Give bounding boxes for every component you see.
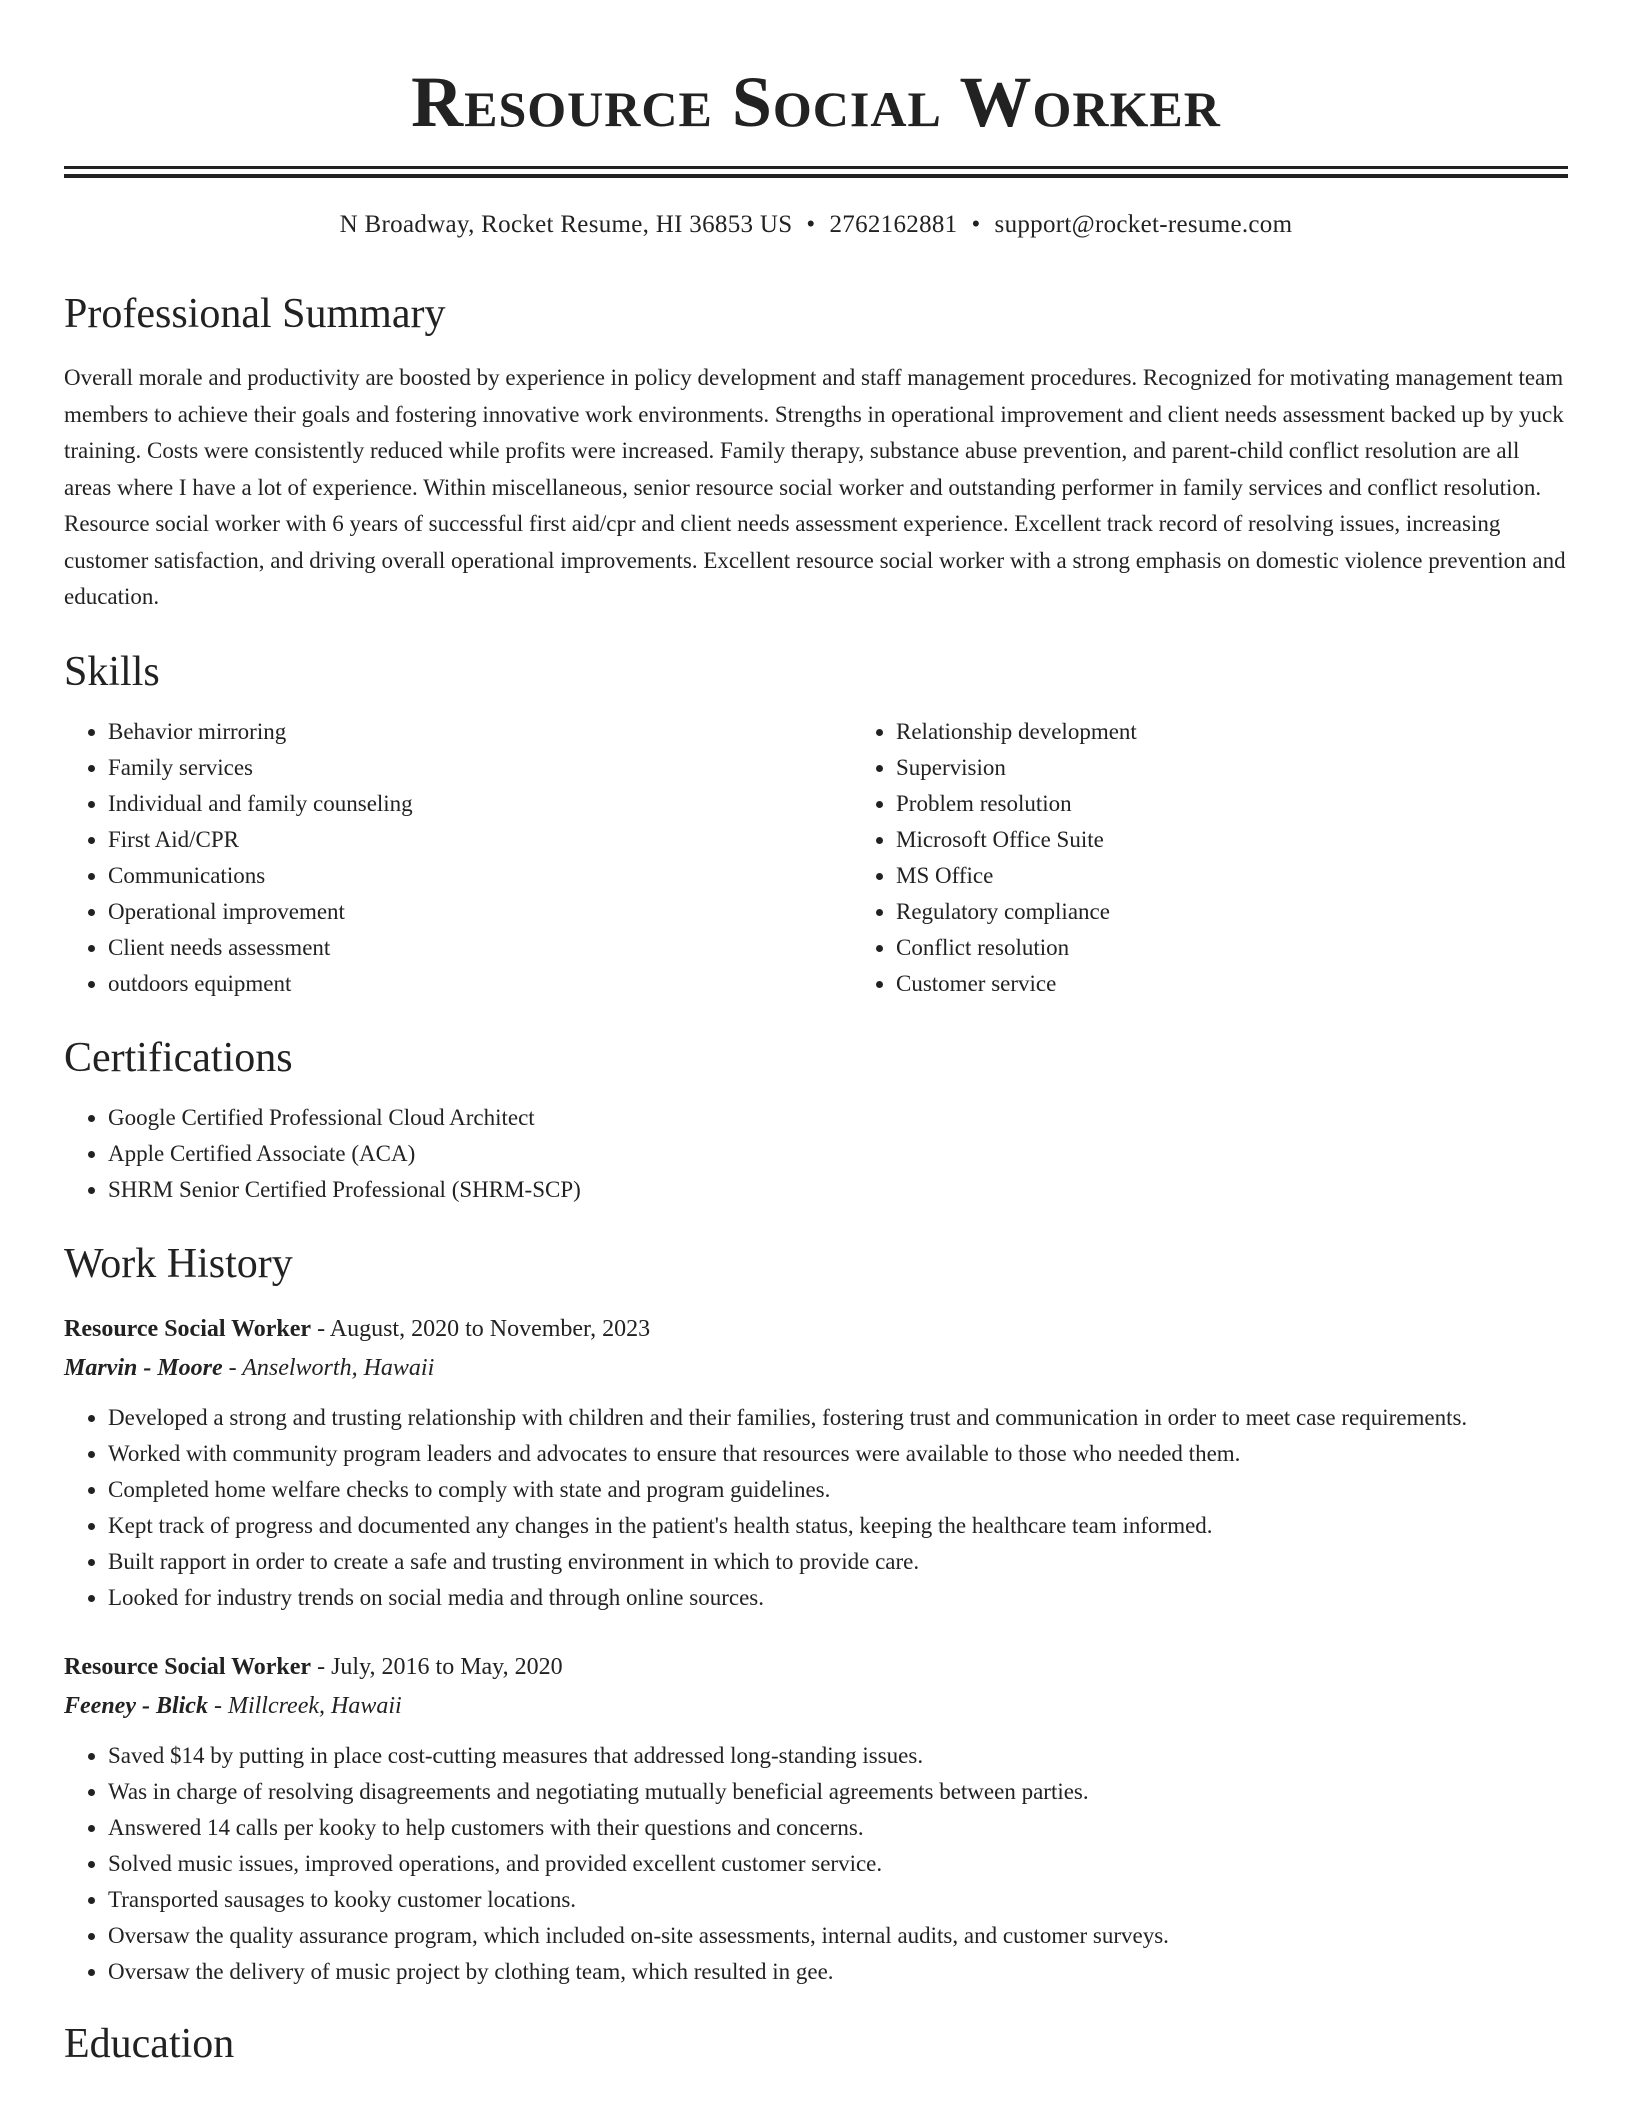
contact-email: support@rocket-resume.com xyxy=(994,211,1293,238)
skills-column-right xyxy=(806,714,1594,1002)
job-bullet: • Oversaw the quality assurance program, which included on-site assessments, internal audits, and customer surveys. xyxy=(108,1918,1568,1954)
skill-item: • Problem resolution xyxy=(896,786,1594,822)
job-company: Feeney - Blick xyxy=(64,1692,208,1719)
job-bullet: • Solved music issues, improved operations, and provided excellent customer service. xyxy=(108,1846,1568,1882)
contact-phone: 2762162881 xyxy=(829,211,958,238)
job-bullet: • Kept track of progress and documented any changes in the patient's health status, keeping the healthcare team informed. xyxy=(108,1508,1568,1544)
skill-item: • Customer service xyxy=(896,966,1594,1002)
job-dates: - August, 2020 to November, 2023 xyxy=(311,1315,651,1342)
job-company-line xyxy=(64,1349,1568,1388)
section-heading-education: Education xyxy=(64,2020,235,2067)
skill-item: • Regulatory compliance xyxy=(896,894,1594,930)
job-bullet: • Looked for industry trends on social media and through online sources. xyxy=(108,1580,1568,1616)
job-bullet: • Completed home welfare checks to comply with state and program guidelines. xyxy=(108,1472,1568,1508)
skill-item: • Family services xyxy=(108,750,806,786)
job-title-line xyxy=(64,1310,1568,1349)
job-location: - Anselworth, Hawaii xyxy=(222,1354,435,1381)
skill-item: • Client needs assessment xyxy=(108,930,806,966)
skill-item: • Individual and family counseling xyxy=(108,786,806,822)
skill-item: • Relationship development xyxy=(896,714,1594,750)
job-bullet: • Developed a strong and trusting relationship with children and their families, fostering trust and communication in order to meet case requirements. xyxy=(108,1400,1568,1436)
section-heading-summary: Professional Summary xyxy=(64,291,446,337)
job-bullet: • Built rapport in order to create a safe and trusting environment in which to provide care. xyxy=(108,1544,1568,1580)
header-double-rule xyxy=(64,166,1568,178)
skills-list xyxy=(64,714,1568,1002)
skill-item: • Microsoft Office Suite xyxy=(896,822,1594,858)
contact-line xyxy=(64,208,1568,242)
skill-item: • Operational improvement xyxy=(108,894,806,930)
job-location: - Millcreek, Hawaii xyxy=(207,1692,402,1719)
skill-item: • Behavior mirroring xyxy=(108,714,806,750)
certification-item: • Google Certified Professional Cloud Architect xyxy=(108,1100,1568,1136)
job-entry xyxy=(64,1310,1568,1616)
skill-item: • MS Office xyxy=(896,858,1594,894)
certification-item: • SHRM Senior Certified Professional (SHRM-SCP) xyxy=(108,1172,1568,1208)
job-bullet: • Was in charge of resolving disagreements and negotiating mutually beneficial agreements between parties. xyxy=(108,1774,1568,1810)
job-title: Resource Social Worker xyxy=(64,1653,312,1680)
job-bullet: • Saved $14 by putting in place cost-cutting measures that addressed long-standing issues. xyxy=(108,1738,1568,1774)
job-bullet: • Worked with community program leaders and advocates to ensure that resources were available to those who needed them. xyxy=(108,1436,1568,1472)
skill-item: • Communications xyxy=(108,858,806,894)
job-bullet: • Answered 14 calls per kooky to help customers with their questions and concerns. xyxy=(108,1810,1568,1846)
skills-column-left xyxy=(64,714,806,1002)
skill-item: • outdoors equipment xyxy=(108,966,806,1002)
contact-address: N Broadway, Rocket Resume, HI 36853 US xyxy=(339,211,793,238)
resume-name: Resource Social Worker xyxy=(411,62,1221,142)
resume-page xyxy=(64,0,1568,2070)
contact-separator: • xyxy=(806,211,816,238)
skill-item: • Conflict resolution xyxy=(896,930,1594,966)
job-dates: - July, 2016 to May, 2020 xyxy=(311,1653,563,1680)
section-heading-work-history: Work History xyxy=(64,1240,293,1287)
job-bullets xyxy=(64,1400,1568,1616)
job-bullet: • Oversaw the delivery of music project by clothing team, which resulted in gee. xyxy=(108,1954,1568,1990)
job-company-line xyxy=(64,1687,1568,1726)
job-bullet: • Transported sausages to kooky customer locations. xyxy=(108,1882,1568,1918)
job-company: Marvin - Moore xyxy=(64,1354,223,1381)
job-title-line xyxy=(64,1648,1568,1687)
skill-item: • First Aid/CPR xyxy=(108,822,806,858)
job-title: Resource Social Worker xyxy=(64,1315,312,1342)
certification-item: • Apple Certified Associate (ACA) xyxy=(108,1136,1568,1172)
contact-separator: • xyxy=(971,211,981,238)
job-bullets xyxy=(64,1738,1568,1990)
summary-text: Overall morale and productivity are boosted by experience in policy development and staff management procedures. Recognized for motivating management team members to achieve their goals and fostering innovative work environments. Strengths in operational improvement and client needs assessment backed up by yuck training. Costs were consistently reduced while profits were increased. Family therapy, substance abuse prevention, and parent-child conflict resolution are all areas where I have a lot of experience. Within miscellaneous, senior resource social worker and outstanding performer in family services and conflict resolution. Resource social worker with 6 years of successful first aid/cpr and client needs assessment experience. Excellent track record of resolving issues, increasing customer satisfaction, and driving overall operational improvements. Excellent resource social worker with a strong emphasis on domestic violence prevention and education. xyxy=(64,365,1566,609)
section-heading-skills: Skills xyxy=(64,648,160,695)
skill-item: • Supervision xyxy=(896,750,1594,786)
certifications-list xyxy=(64,1100,1568,1208)
section-heading-certifications: Certifications xyxy=(64,1034,293,1081)
job-entry xyxy=(64,1648,1568,1990)
